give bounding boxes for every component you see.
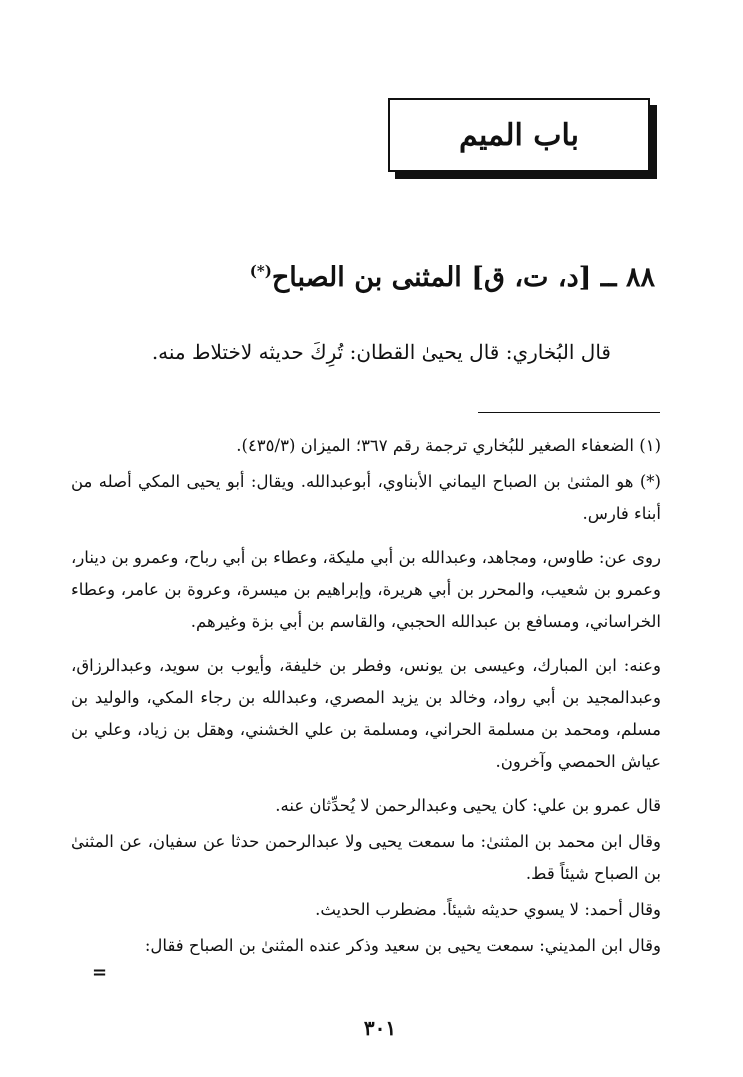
continuation-mark: = <box>92 962 108 983</box>
footnote-divider <box>478 412 660 413</box>
footnote-narrated-from: روى عن: طاوس، ومجاهد، وعبدالله بن أبي مليكة، وعطاء بن أبي رباح، وعمرو بن دينار، وعمرو بن شعيب، والمحرر بن أبي هريرة، وإبراهيم بن ميسرة، وعروة بن عامر، وعطاء الخراساني، ومسافع بن عبدالله الحجبي، والقاسم بن أبي بزة وغيرهم. <box>71 548 661 631</box>
footnote-ahmad: وقال أحمد: لا يسوي حديثه شيئاً. مضطرب الحديث. <box>315 900 661 919</box>
footnote-amr-ibn-ali: قال عمرو بن علي: كان يحيى وعبدالرحمن لا يُحدِّثان عنه. <box>275 796 661 815</box>
footnote-1: (١) الضعفاء الصغير للبُخاري ترجمة رقم ٣٦٧؛ الميزان (٤٣٥/٣). <box>236 436 661 455</box>
entry-heading-text: ٨٨ ــ [د، ت، ق] المثنى بن الصباح <box>271 262 655 293</box>
entry-heading-footnote-mark: (*) <box>249 262 272 280</box>
footnotes-section <box>71 430 661 966</box>
chapter-title-box <box>388 98 650 172</box>
footnote-star: (*) هو المثنىٰ بن الصباح اليماني الأبناوي، أبوعبدالله. ويقال: أبو يحيى المكي أصله من أبناء فارس. <box>71 472 661 523</box>
footnote-ibn-madini: وقال ابن المديني: سمعت يحيى بن سعيد وذكر عنده المثنىٰ بن الصباح فقال: <box>144 936 661 955</box>
footnote-narrated-by: وعنه: ابن المبارك، وعيسى بن يونس، وفطر بن خليفة، وأيوب بن سويد، وعبدالرزاق، وعبدالمجيد بن أبي رواد، وخالد بن يزيد المصري، وعبدالله بن رجاء المكي، والوليد بن مسلم، ومحمد بن مسلمة الحراني، ومسلمة بن علي الخشني، وهقل بن زياد، وعلي بن عياش الحمصي وآخرون. <box>71 656 661 771</box>
footnote-ibn-muhammad: وقال ابن محمد بن المثنىٰ: ما سمعت يحيى ولا عبدالرحمن حدثا عن سفيان، عن المثنىٰ بن الصباح شيئاً قط. <box>71 832 661 883</box>
entry-heading <box>95 262 655 293</box>
page-number: ٣٠١ <box>363 1016 397 1040</box>
chapter-title: باب الميم <box>458 117 579 153</box>
bukhari-quote: قال البُخاري: قال يحيىٰ القطان: تُرِكَ حديثه لاختلاط منه. <box>151 340 611 364</box>
